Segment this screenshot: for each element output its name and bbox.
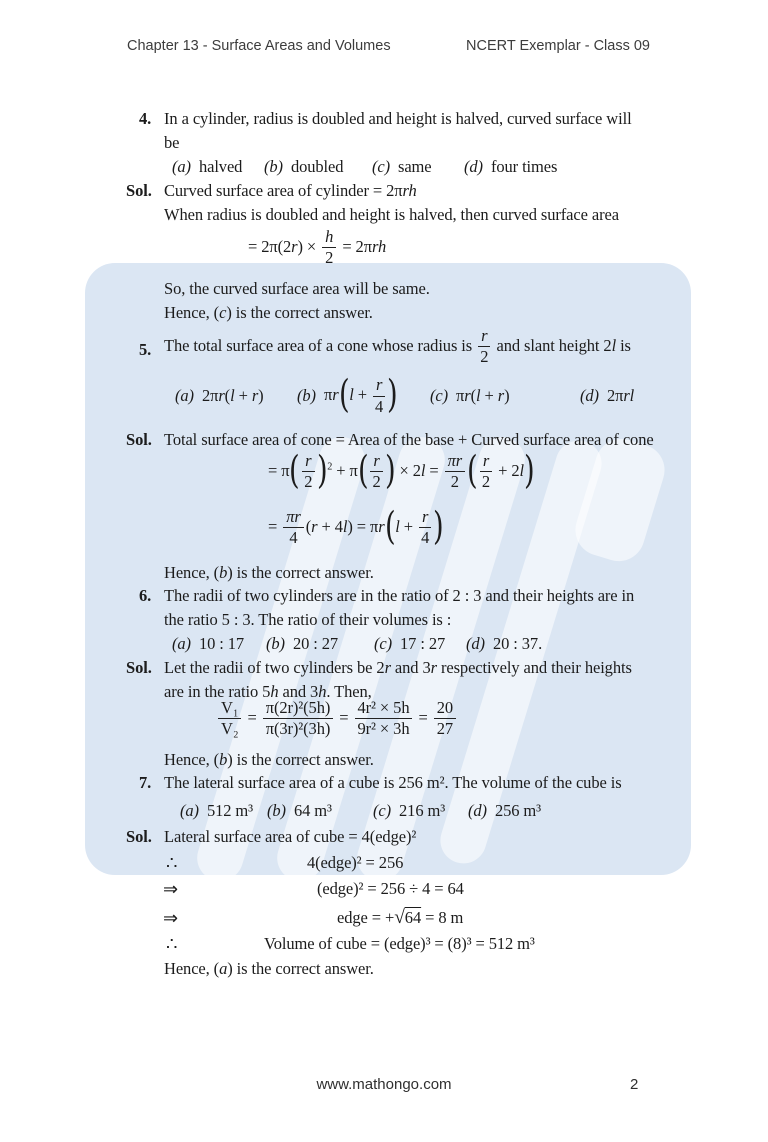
option-text: 216 m³ <box>399 801 446 820</box>
option-label: (d) <box>468 801 487 820</box>
option-text: 10 : 17 <box>198 634 245 653</box>
option-label: (b) <box>266 634 285 653</box>
q5-formula-1: = π( $\frac{r}{2}$ )$^2$ + π( $\frac{r}{2}$ ) × 2l = $\frac{\pi r}{2}$ ( $\frac{r}{2}$ + 2l) <box>268 448 535 493</box>
q4-option-a <box>172 155 242 179</box>
q4-formula: = 2π(2r) × $\frac{h}{2}$ = 2πrh <box>248 227 387 268</box>
q7-step-2: (edge)² = 256 ÷ 4 = 64 <box>317 879 464 898</box>
q6-line-2: the ratio 5 : 3. The ratio of their volumes is : <box>164 610 452 629</box>
q4-hence-line: Hence, (c) is the correct answer. <box>164 303 373 322</box>
option-label: (c) <box>374 634 393 653</box>
q6-sol-line-1: Let the radii of two cylinders be 2r and 3r respectively and their heights <box>164 658 632 677</box>
option-formula: 2πrl <box>606 386 635 405</box>
q4-sol-line-1: Curved surface area of cylinder = 2πrh <box>164 181 417 200</box>
option-text: four times <box>490 157 558 176</box>
q5-option-d <box>580 370 634 422</box>
q4-option-c <box>372 155 432 179</box>
q5-text: The total surface area of a cone whose radius is $\frac{r}{2}$ and slant height 2l is <box>164 326 631 367</box>
option-label: (a) <box>180 801 199 820</box>
q6-option-a <box>172 632 244 656</box>
option-text: 512 m³ <box>206 801 254 820</box>
option-text: doubled <box>290 157 344 176</box>
q4-option-d <box>464 155 557 179</box>
q6-option-b <box>266 632 338 656</box>
option-text: halved <box>198 157 243 176</box>
option-formula: πr(l + r) <box>456 386 510 405</box>
header-book: NCERT Exemplar - Class 09 <box>466 38 650 54</box>
q4-line-1: In a cylinder, radius is doubled and height is halved, curved surface will <box>164 109 632 128</box>
option-label: (c) <box>372 157 391 176</box>
option-label: (d) <box>580 386 599 405</box>
header-chapter: Chapter 13 - Surface Areas and Volumes <box>127 38 391 54</box>
q7-hence-line: Hence, (a) is the correct answer. <box>164 959 374 978</box>
q5-formula-2: = $\frac{\pi r}{4}$ (r + 4l) = πr(l + $\frac{r}{4}$ ) <box>268 504 445 549</box>
q7-option-c <box>373 799 445 823</box>
option-label: (c) <box>373 801 392 820</box>
option-text: 17 : 27 <box>400 634 446 653</box>
q4-line-2: be <box>164 133 180 152</box>
q6-sol-label: Sol. <box>126 658 152 677</box>
q7-option-d <box>468 799 541 823</box>
q7-sol-label: Sol. <box>126 827 152 846</box>
q5-option-a <box>175 370 264 422</box>
option-label: (b) <box>297 386 316 405</box>
option-label: (d) <box>466 634 485 653</box>
q6-sol-line-2: are in the ratio 5h and 3h. Then, <box>164 682 372 701</box>
q7-number: 7. <box>139 773 152 792</box>
q6-option-c <box>374 632 445 656</box>
q7-step-3: edge = +√64 = 8 m <box>337 907 464 928</box>
option-text: same <box>398 157 432 176</box>
implies-symbol: ⇒ <box>163 879 178 899</box>
q7-option-a <box>180 799 253 823</box>
q6-line-1: The radii of two cylinders are in the ratio of 2 : 3 and their heights are in <box>164 586 635 605</box>
q4-sol-label: Sol. <box>126 181 152 200</box>
q6-hence-line: Hence, (b) is the correct answer. <box>164 750 374 769</box>
q6-number: 6. <box>139 586 152 605</box>
q5-hence-line: Hence, (b) is the correct answer. <box>164 563 374 582</box>
q5-option-c <box>430 370 509 422</box>
q7-sol-text: Lateral surface area of cube = 4(edge)² <box>164 827 417 846</box>
q5-sol-label: Sol. <box>126 430 152 449</box>
q7-step-4: Volume of cube = (edge)³ = (8)³ = 512 m³ <box>264 934 535 953</box>
option-label: (b) <box>267 801 286 820</box>
q4-option-b <box>264 155 343 179</box>
option-text: 64 m³ <box>293 801 332 820</box>
option-label: (a) <box>175 386 194 405</box>
option-text: 20 : 27 <box>292 634 339 653</box>
option-label: (b) <box>264 157 283 176</box>
option-formula: 2πr(l + r) <box>201 386 264 405</box>
q4-sol-line-2: When radius is doubled and height is halved, then curved surface area <box>164 205 619 224</box>
q6-option-d <box>466 632 542 656</box>
therefore-symbol: ∴ <box>166 934 178 954</box>
option-formula: πr(l + $\frac{r}{4}$ ) <box>323 372 398 417</box>
footer-site: www.mathongo.com <box>316 1076 452 1093</box>
option-label: (a) <box>172 634 191 653</box>
option-label: (a) <box>172 157 191 176</box>
q4-number: 4. <box>139 109 152 128</box>
implies-symbol: ⇒ <box>163 908 178 928</box>
option-label: (c) <box>430 386 449 405</box>
q7-option-b <box>267 799 332 823</box>
q7-step-1: 4(edge)² = 256 <box>307 853 404 872</box>
q7-line-1: The lateral surface area of a cube is 256 m². The volume of the cube is <box>164 773 622 792</box>
therefore-symbol: ∴ <box>166 853 178 873</box>
q4-conclusion: So, the curved surface area will be same. <box>164 279 430 298</box>
q5-option-b <box>297 370 398 422</box>
q6-formula: $\frac{\text{V₁}}{\text{V₂}}$ = $\frac{\text{π(2r)²(5h)}}{\text{π(3r)²(3h)}}$ = $\frac{\text{4r² × 5h}}{\text{9r² × 3h}}$ = $\frac{20}{27}$ <box>216 699 458 739</box>
option-label: (d) <box>464 157 483 176</box>
q5-number: 5. <box>139 340 152 359</box>
page-number: 2 <box>630 1076 639 1093</box>
option-text: 256 m³ <box>494 801 542 820</box>
q5-sol-text: Total surface area of cone = Area of the base + Curved surface area of cone <box>164 430 654 449</box>
option-text: 20 : 37. <box>492 634 543 653</box>
